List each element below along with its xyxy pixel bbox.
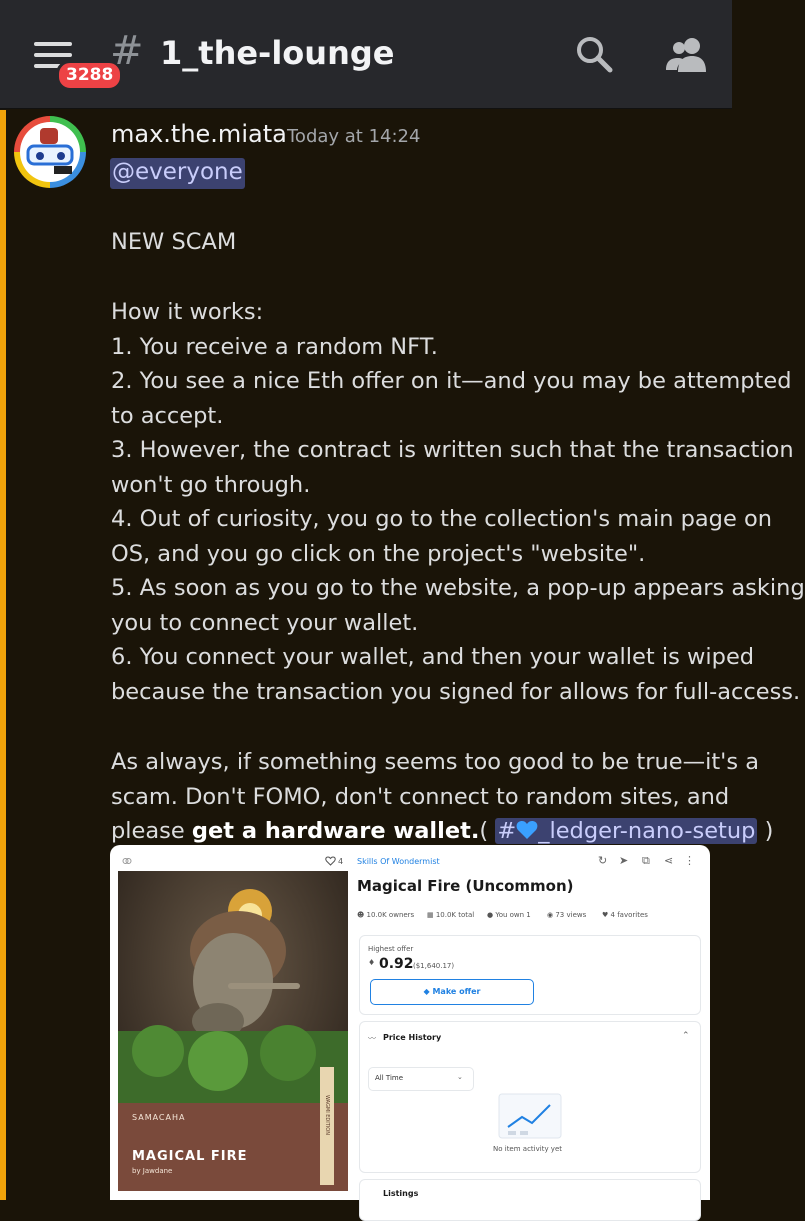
channel-title: 1_the-lounge	[160, 34, 395, 72]
nft-artwork-illustration	[118, 871, 348, 1191]
chain-link-icon	[122, 856, 132, 866]
step-line: OS, and you go click on the project's "website".	[111, 540, 646, 567]
offer-value: 0.92	[379, 956, 414, 972]
refresh-icon[interactable]: ↻	[598, 854, 608, 867]
stat-own: ● You own 1	[487, 911, 531, 919]
likes-count: 4	[338, 857, 344, 866]
eye-icon: ◉	[547, 911, 556, 919]
search-icon[interactable]	[574, 34, 614, 74]
more-options-icon[interactable]: ⋮	[684, 854, 695, 867]
art-title: MAGICAL FIRE	[132, 1149, 248, 1164]
channel-header	[0, 0, 732, 109]
collection-link[interactable]: Skills Of Wondermist	[357, 857, 440, 866]
stat-total: ▦ 10.0K total	[427, 911, 475, 919]
mention-highlight-bar	[0, 110, 6, 1200]
grid-icon: ▦	[427, 911, 436, 919]
bold-text: get a hardware wallet.	[191, 818, 480, 844]
step-line: 1. You receive a random NFT.	[111, 333, 438, 360]
unread-badge: 3288	[56, 60, 123, 91]
paren-close: )	[757, 818, 774, 844]
message-heading: NEW SCAM	[111, 229, 237, 255]
step-line: 6. You connect your wallet, and then your wallet is wiped	[111, 644, 755, 670]
closing-line: scam. Don't FOMO, don't connect to random sites, and	[111, 783, 730, 810]
share-icon[interactable]: ⋖	[664, 854, 674, 867]
stat-owners: ☻ 10.0K owners	[357, 911, 415, 919]
closing-line: As always, if something seems too good to be true—it's a	[111, 749, 760, 775]
time-range-select[interactable]	[368, 1067, 474, 1091]
time-range-value: All Time	[375, 1074, 404, 1082]
nft-artwork[interactable]	[118, 871, 348, 1191]
message-steps	[111, 295, 805, 709]
send-icon[interactable]: ➤	[619, 854, 629, 867]
message-intro: How it works:	[111, 299, 264, 325]
tag-icon: ◆	[423, 987, 433, 996]
stat-favorites: ♥ 4 favorites	[602, 911, 648, 919]
highest-offer-label: Highest offer	[368, 945, 414, 953]
message-closing	[111, 745, 774, 849]
channel-link-ledger[interactable]	[495, 818, 757, 844]
nft-screenshot-attachment[interactable]	[110, 845, 710, 1200]
make-offer-button[interactable]: ◆ Make offer	[370, 979, 534, 1005]
eth-icon: ♦	[368, 958, 376, 967]
edition-strip	[320, 1067, 334, 1185]
step-line: 2. You see a nice Eth offer on it—and you may be attempted	[111, 368, 792, 394]
empty-chart-icon	[498, 1093, 562, 1139]
people-icon: ☻	[357, 911, 367, 919]
step-line: you to connect your wallet.	[111, 609, 419, 636]
channel-link-hash: #	[497, 818, 517, 844]
person-icon: ●	[487, 911, 496, 919]
step-line: 4. Out of curiosity, you go to the collection's main page on	[111, 506, 772, 532]
channel-link-name: _ledger-nano-setup	[538, 818, 756, 844]
step-line: because the transaction you signed for allows for full-access.	[111, 678, 801, 705]
external-link-icon[interactable]: ⧉	[642, 854, 650, 867]
offer-usd: ($1,640.17)	[413, 962, 455, 970]
message-timestamp: Today at 14:24	[287, 126, 421, 147]
closing-prefix: please	[111, 818, 192, 844]
trend-icon: 〰	[368, 1034, 376, 1043]
channel-hash-icon: #	[110, 28, 144, 74]
art-by: by Jawdane	[132, 1167, 173, 1175]
closing-line-3	[111, 814, 774, 849]
listings-card	[359, 1179, 701, 1221]
collapse-chevron-icon[interactable]: ⌃	[682, 1031, 690, 1041]
step-line: 3. However, the contract is written such that the transaction	[111, 437, 794, 463]
stat-views: ◉ 73 views	[547, 911, 587, 919]
heart-icon: ♥	[602, 911, 611, 919]
chevron-down-icon: ⌄	[457, 1073, 463, 1081]
no-activity-text: No item activity yet	[493, 1145, 563, 1153]
paren-open: (	[479, 818, 496, 844]
author-name[interactable]: max.the.miata	[111, 120, 287, 148]
price-history-title: Price History	[383, 1033, 442, 1042]
blue-heart-icon	[516, 820, 538, 840]
art-edition: WAGMI EDITION	[324, 1095, 330, 1135]
user-avatar[interactable]	[14, 116, 86, 188]
favorite-heart-icon[interactable]	[325, 856, 336, 866]
step-line: 5. As soon as you go to the website, a pop-up appears asking	[111, 575, 805, 601]
message-body	[111, 225, 723, 260]
step-line: to accept.	[111, 402, 224, 429]
everyone-mention[interactable]: @everyone	[110, 158, 245, 189]
listings-title[interactable]: Listings	[383, 1189, 419, 1198]
members-icon[interactable]	[664, 34, 708, 74]
art-artist-tag: SAMACAHA	[132, 1113, 186, 1122]
step-line: won't go through.	[111, 471, 311, 498]
nft-title: Magical Fire (Uncommon)	[357, 877, 574, 895]
